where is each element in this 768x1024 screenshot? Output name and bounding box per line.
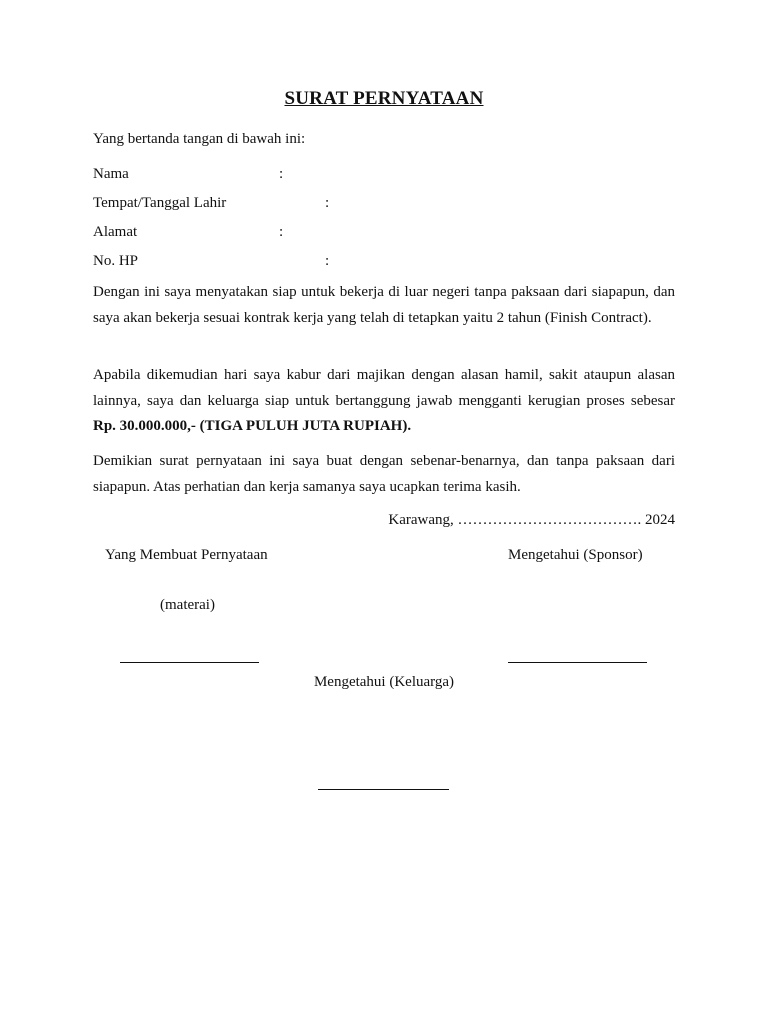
- field-colon-ttl: :: [325, 195, 330, 211]
- field-colon-nama: :: [279, 166, 284, 182]
- signature-line-right: [508, 662, 647, 663]
- document-title: SURAT PERNYATAAN: [284, 88, 484, 109]
- field-label-nohp: No. HP: [93, 253, 139, 269]
- intro-text: Yang bertanda tangan di bawah ini:: [93, 131, 306, 147]
- signature-line-left: [120, 662, 259, 663]
- signature-line-bottom: [318, 789, 449, 790]
- liability-text: Apabila dikemudian hari saya kabur dari majikan dengan alasan hamil, sakit ataupun alasan lainnya, saya dan keluarga siap untuk bertanggung jawab mengganti kerugian proses sebesar: [93, 367, 675, 409]
- signature-right-label: Mengetahui (Sponsor): [508, 547, 643, 563]
- paragraph-closing: Demikian surat pernyataan ini saya buat dengan sebenar-benarnya, dan tanpa paksaan dari siapapun. Atas perhatian dan kerja samanya saya ucapkan terima kasih.: [93, 453, 675, 495]
- signature-bottom-label: Mengetahui (Keluarga): [313, 674, 455, 690]
- paragraph-statement: Dengan ini saya menyatakan siap untuk bekerja di luar negeri tanpa paksaan dari siapapun, dan saya akan bekerja sesuai kontrak kerja yang telah di tetapkan yaitu 2 tahun (Finish Contract).: [93, 284, 675, 326]
- place-date: Karawang, ………………………………. 2024: [388, 512, 675, 528]
- signature-left-label: Yang Membuat Pernyataan: [105, 547, 268, 563]
- materai-label: (materai): [160, 597, 215, 613]
- field-colon-alamat: :: [279, 224, 284, 240]
- field-colon-nohp: :: [325, 253, 330, 269]
- field-label-ttl: Tempat/Tanggal Lahir: [93, 195, 227, 211]
- paragraph-liability: [93, 363, 675, 440]
- field-label-nama: Nama: [93, 166, 129, 182]
- field-label-alamat: Alamat: [93, 224, 138, 240]
- liability-amount: Rp. 30.000.000,- (TIGA PULUH JUTA RUPIAH).: [93, 418, 412, 434]
